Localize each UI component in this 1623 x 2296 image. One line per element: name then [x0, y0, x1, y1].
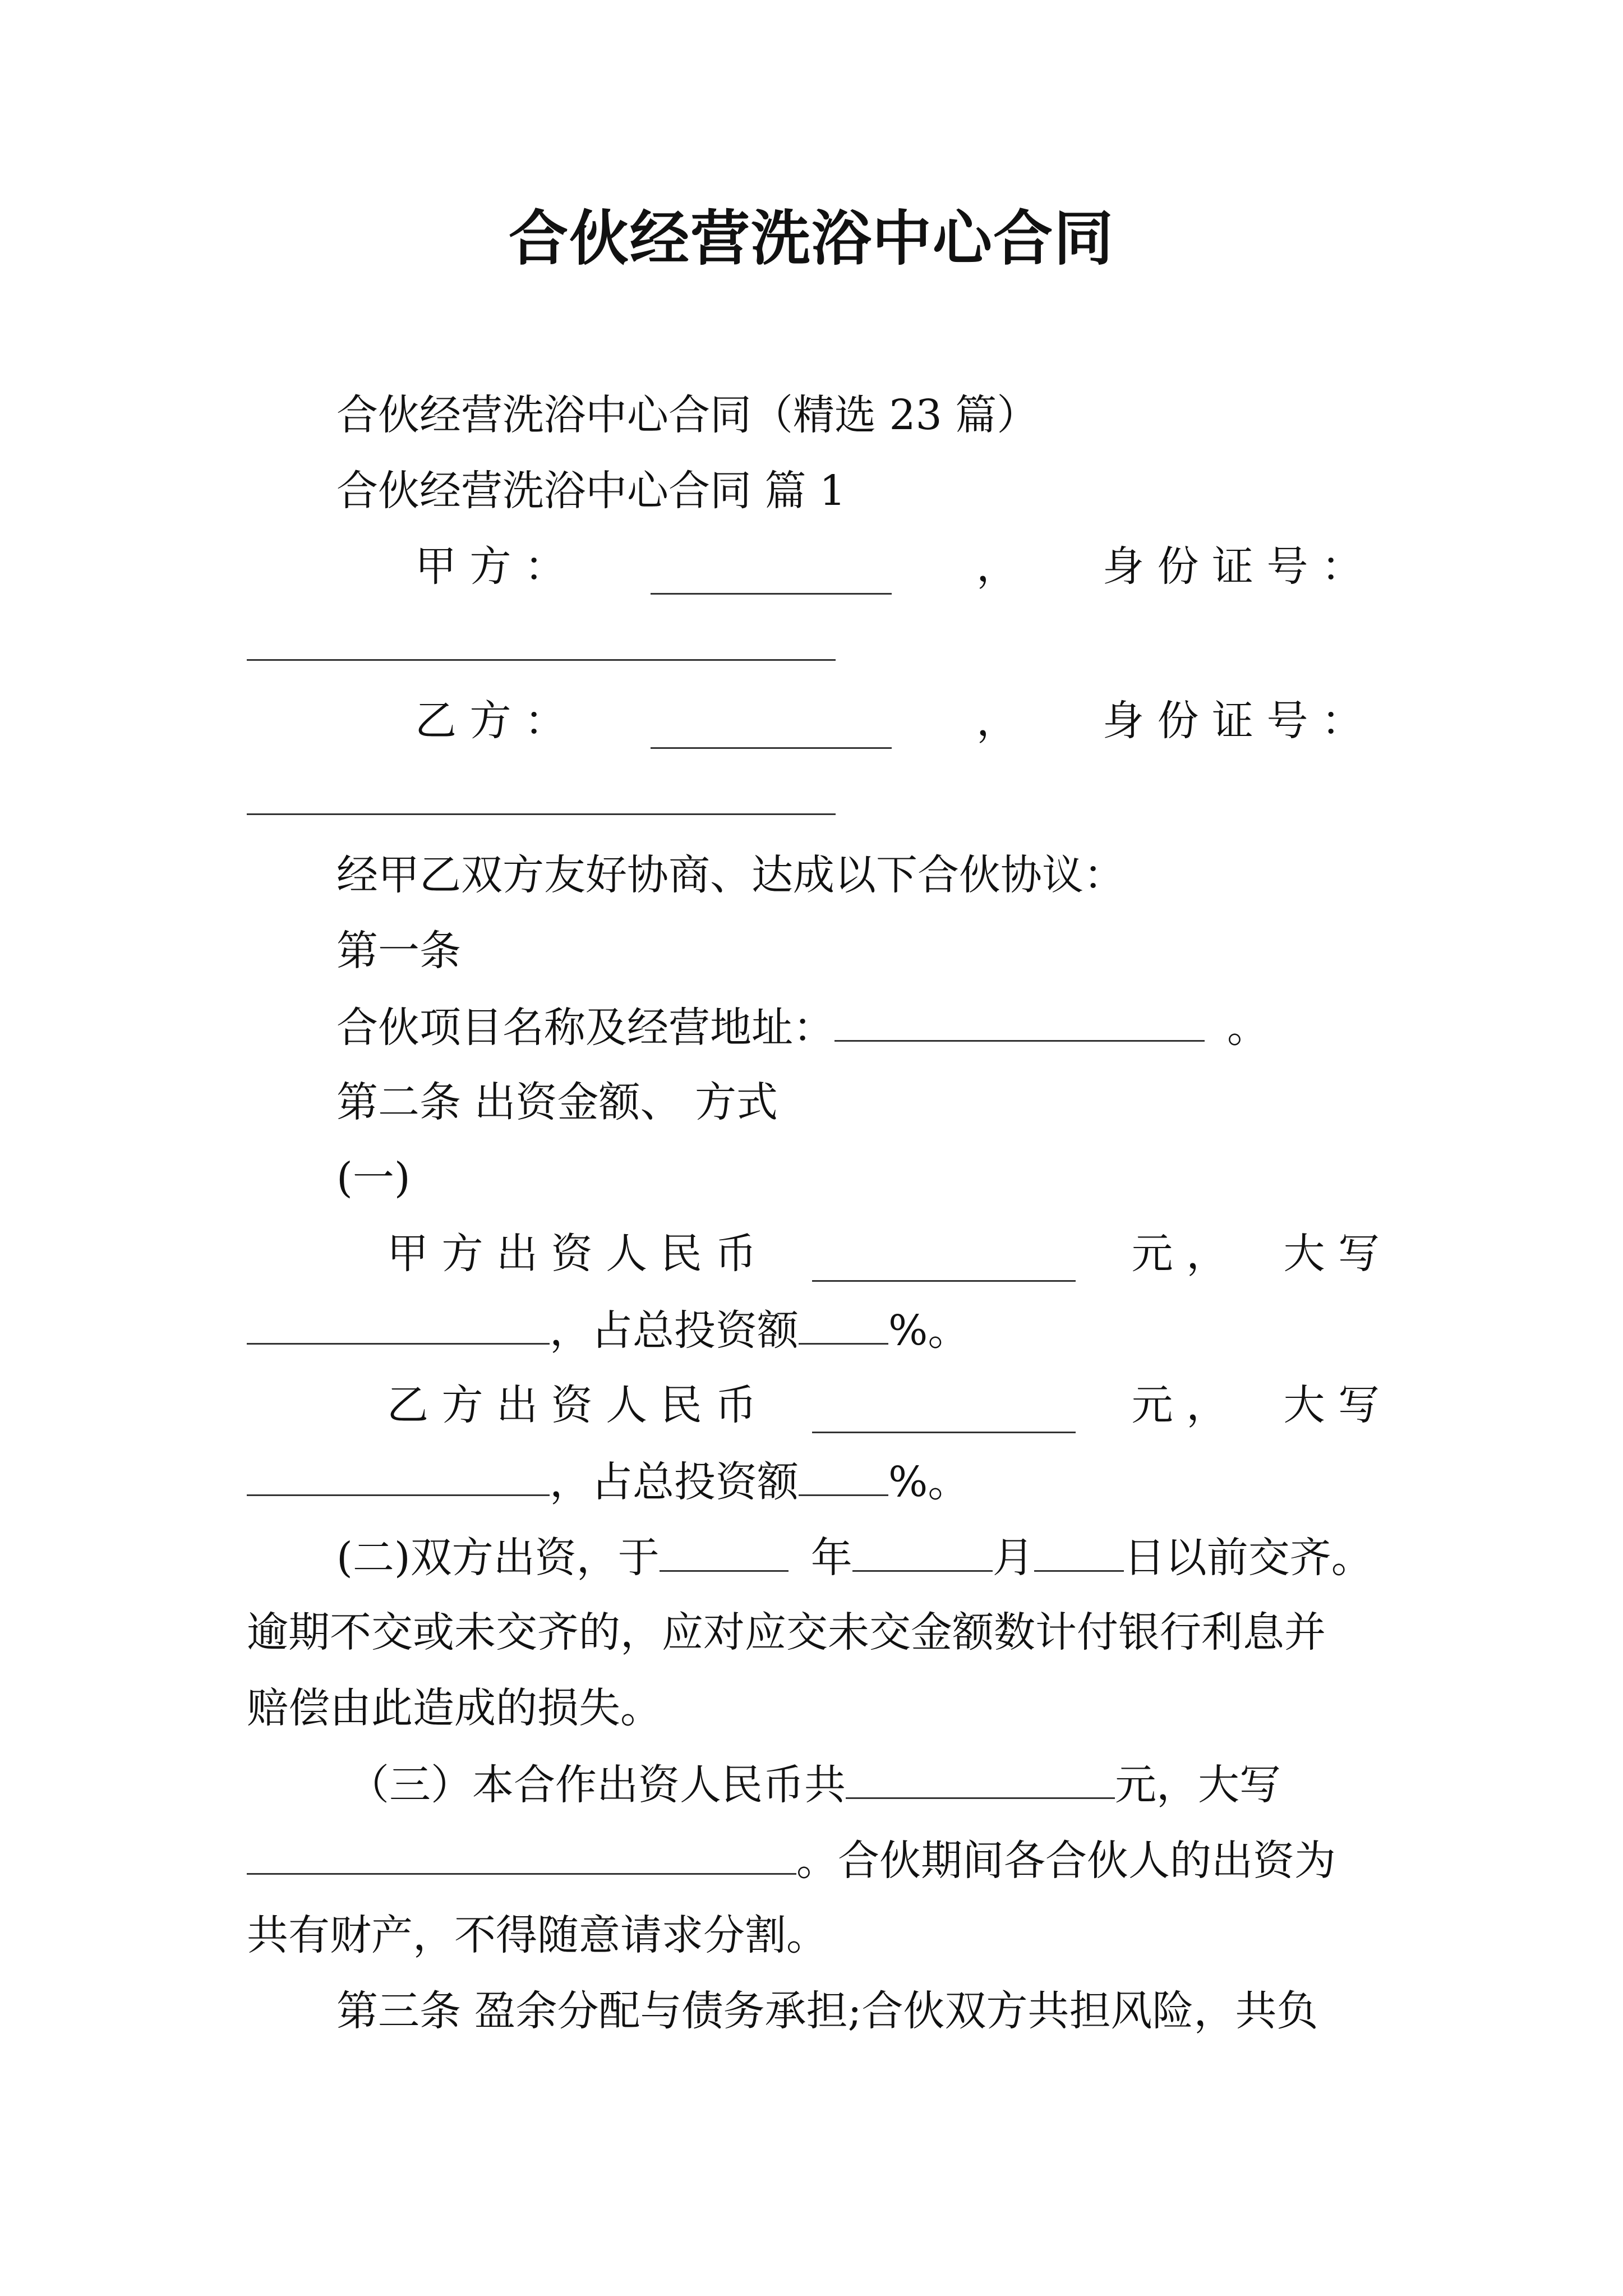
- item-2-day: 日以前交齐。: [1123, 1534, 1373, 1582]
- party-a-percent-blank: [799, 1301, 888, 1345]
- party-b-line: [415, 693, 1363, 749]
- party-a-share-line: [247, 1301, 969, 1359]
- party-a-daxie-blank: [247, 1301, 550, 1345]
- party-b-invest-prefix: 乙 方 出 资 人 民 币: [387, 1381, 757, 1429]
- party-a-id-label: 身 份 证 号 ：: [1102, 542, 1363, 591]
- party-b-label: 乙 方 ：: [415, 697, 566, 745]
- item-3-line-3: 共有财产，不得随意请求分割。: [247, 1911, 828, 1959]
- party-b-percent: %。: [888, 1458, 970, 1506]
- article-1-text: [336, 999, 1269, 1056]
- item-3-line-1: [348, 1756, 1281, 1813]
- item-2-month: 月: [992, 1534, 1034, 1582]
- party-b-amount-blank: [812, 1390, 1076, 1433]
- party-b-daxie: 大 写: [1283, 1381, 1380, 1429]
- intro-text: 经甲乙双方友好协商、达成以下合伙协议：: [336, 851, 1125, 899]
- party-b-id-blank: [247, 813, 836, 815]
- document-subtitle: 合伙经营洗浴中心合同（精选 23 篇）: [336, 391, 1039, 439]
- document-title: 合伙经营洗浴中心合同: [509, 203, 1114, 273]
- party-a-invest-prefix: 甲 方 出 资 人 民 币: [387, 1230, 757, 1278]
- party-b-id-label: 身 份 证 号 ：: [1102, 697, 1363, 745]
- total-amount-blank: [846, 1756, 1115, 1799]
- article-1-heading: 第一条: [336, 927, 461, 975]
- article-1-label: 合伙项目名称及经营地址：: [336, 1004, 834, 1052]
- year-blank: [660, 1529, 789, 1572]
- party-b-investment-line: [387, 1377, 1380, 1433]
- party-a-investment-line: [387, 1226, 1380, 1282]
- item-2-line-3: 赔偿由此造成的损失。: [247, 1684, 662, 1732]
- item-3-line-2-text: 。合伙期间各合伙人的出资为: [796, 1837, 1336, 1885]
- party-a-daxie: 大 写: [1283, 1230, 1380, 1278]
- party-a-name-blank: [651, 551, 892, 595]
- party-a-label: 甲 方 ：: [415, 542, 566, 591]
- item-2-year: 年: [810, 1534, 852, 1582]
- item-2-prefix: (二)双方出资，于: [336, 1534, 660, 1582]
- party-a-yuan: 元 ，: [1131, 1230, 1228, 1278]
- article-1-end: 。: [1227, 1004, 1269, 1052]
- party-b-yuan: 元 ，: [1131, 1381, 1228, 1429]
- party-b-name-blank: [651, 706, 892, 749]
- party-b-share-line: [247, 1453, 969, 1510]
- party-b-daxie-blank: [247, 1453, 550, 1496]
- article-3-text: 第三条 盈余分配与债务承担;合伙双方共担风险，共负: [336, 1987, 1318, 2035]
- party-a-comma: ，: [976, 542, 1018, 591]
- item-2-line-2: 逾期不交或未交齐的，应对应交未交金额数计付银行利息并: [247, 1608, 1326, 1657]
- article-2-heading: 第二条 出资金额、 方式: [336, 1078, 778, 1126]
- project-address-blank: [834, 999, 1205, 1042]
- item-1-label: (一): [336, 1154, 411, 1202]
- party-a-amount-blank: [812, 1239, 1076, 1282]
- total-daxie-blank: [247, 1832, 796, 1875]
- party-a-percent: %。: [888, 1306, 970, 1355]
- day-blank: [1034, 1529, 1124, 1572]
- party-b-percent-blank: [799, 1453, 888, 1496]
- month-blank: [852, 1529, 993, 1572]
- party-a-id-blank: [247, 659, 836, 661]
- item-2-line-1: [336, 1529, 1373, 1586]
- item-3-line-2: [247, 1832, 1336, 1889]
- party-b-share-text: ，占总投资额: [550, 1458, 799, 1506]
- item-3-yuan-daxie: 元，大写: [1115, 1761, 1281, 1809]
- party-b-comma: ，: [976, 697, 1018, 745]
- item-3-prefix: （三）本合作出资人民币共: [348, 1761, 846, 1809]
- section-heading: 合伙经营洗浴中心合同 篇 1: [336, 467, 846, 515]
- party-a-share-text: ，占总投资额: [550, 1306, 799, 1355]
- party-a-line: [415, 539, 1363, 595]
